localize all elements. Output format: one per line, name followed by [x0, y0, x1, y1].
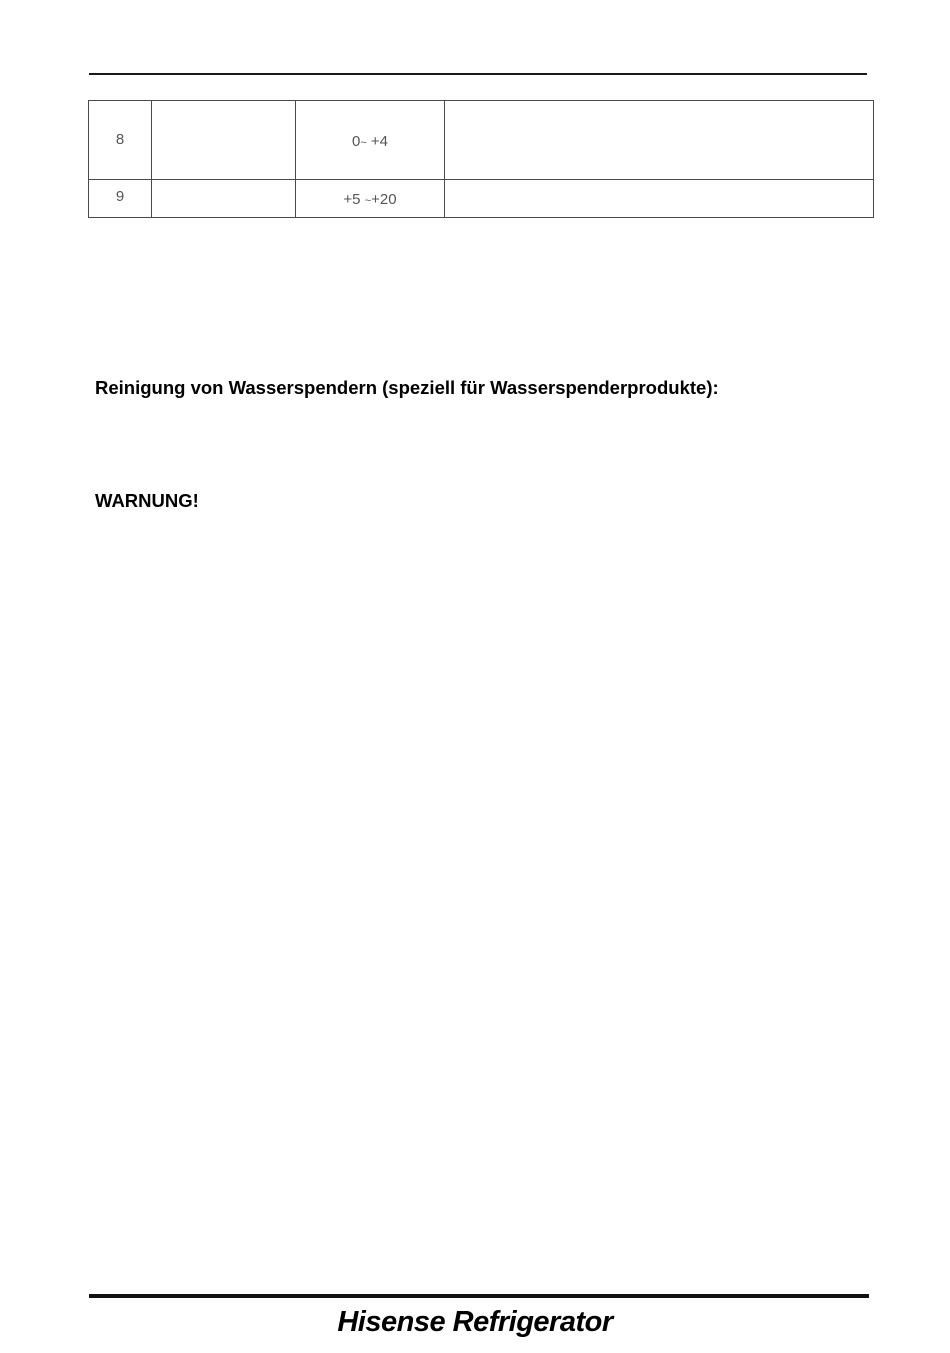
row-temperature-range [296, 101, 445, 180]
row-description [445, 180, 874, 218]
row-number: 8 [89, 101, 152, 180]
cleaning-section-heading: Reinigung von Wasserspendern (speziell für Wasserspenderprodukte): [95, 377, 719, 398]
brand-footer: Hisense Refrigerator [337, 1306, 613, 1338]
row-temperature-range [296, 180, 445, 218]
range-separator: ~ [360, 136, 367, 149]
row-name [152, 101, 296, 180]
temperature-table [88, 100, 874, 218]
top-divider [89, 73, 867, 75]
row-description [445, 101, 874, 180]
warning-heading: WARNUNG! [95, 490, 199, 511]
range-start: 0 [351, 132, 361, 150]
range-separator: ~ [364, 195, 372, 207]
bottom-divider [89, 1294, 869, 1298]
row-number: 9 [89, 180, 152, 218]
table-row [89, 180, 874, 218]
row-name [152, 180, 296, 218]
table-row [89, 101, 874, 180]
range-end: +4 [366, 132, 389, 150]
range-start: +5 [343, 191, 365, 208]
range-end: +20 [371, 191, 397, 208]
